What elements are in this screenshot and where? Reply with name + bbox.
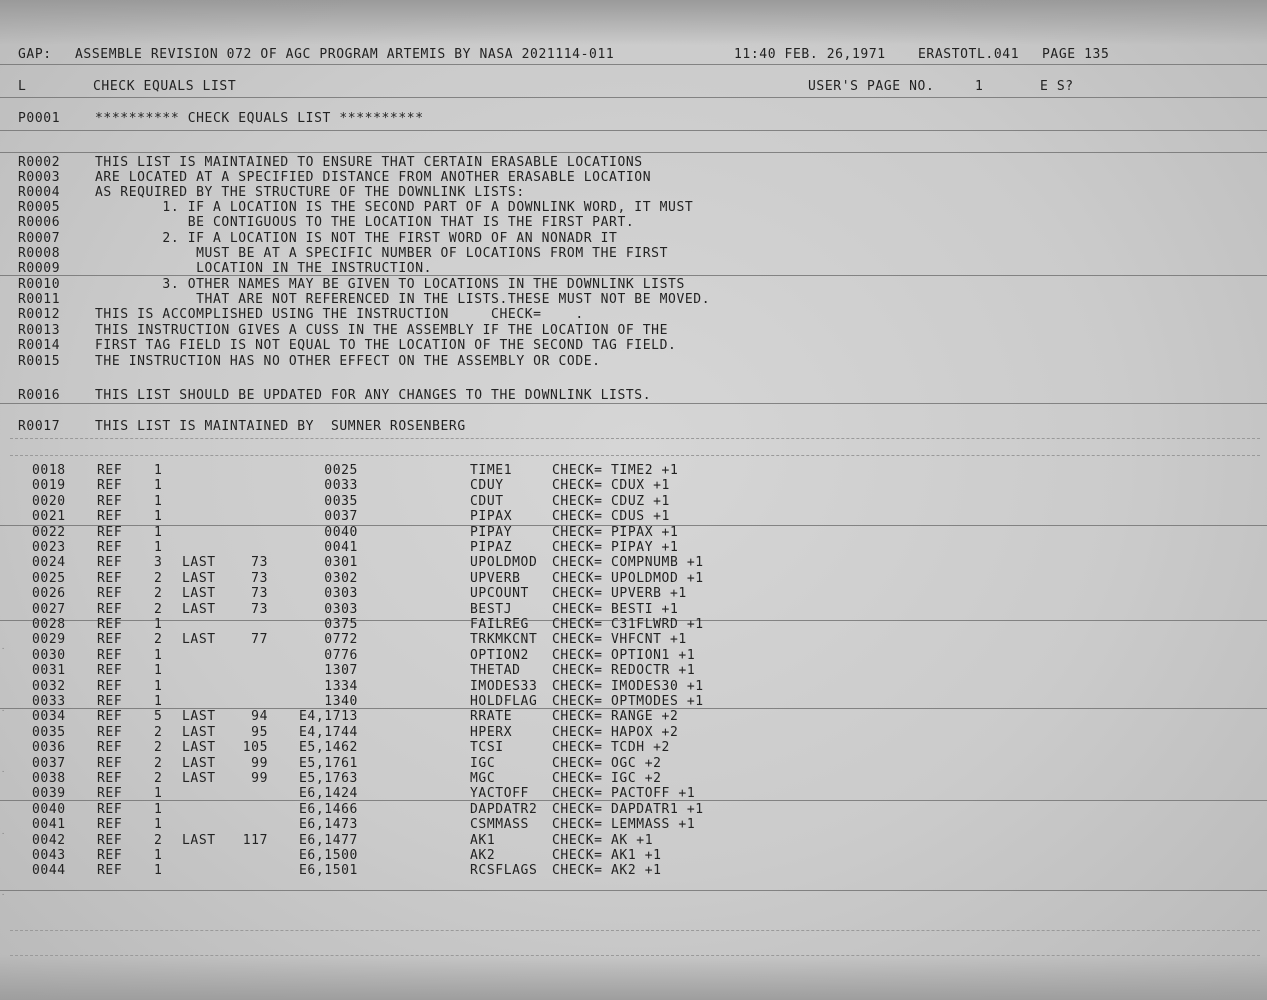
remark-id: R0013 — [18, 323, 61, 338]
listing-tag: HPERX — [470, 725, 513, 740]
listing-line-number: 0043 — [32, 848, 66, 863]
listing-line-number: 0028 — [32, 617, 66, 632]
rule-line — [0, 890, 1267, 891]
listing-line-number: 0021 — [32, 509, 66, 524]
listing-ref-count: 2 — [154, 740, 163, 755]
rule-line — [0, 97, 1267, 98]
listing-ref-count: 1 — [154, 786, 163, 801]
listing-line-number: 0030 — [32, 648, 66, 663]
remark-text: THIS IS ACCOMPLISHED USING THE INSTRUCTION CHECK= . — [95, 307, 584, 322]
listing-last-label: LAST — [182, 555, 216, 570]
listing-address: E6,1466 — [299, 802, 358, 817]
listing-ref-count: 1 — [154, 679, 163, 694]
listing-check: CHECK= PACTOFF +1 — [552, 786, 696, 801]
listing-opcode: REF — [97, 725, 123, 740]
listing-opcode: REF — [97, 663, 123, 678]
margin-mark: · — [1, 891, 6, 899]
listing-check: CHECK= VHFCNT +1 — [552, 632, 687, 647]
listing-ref-count: 1 — [154, 648, 163, 663]
header-erastotl: ERASTOTL.041 — [918, 47, 1020, 62]
listing-opcode: REF — [97, 848, 123, 863]
listing-tag: PIPAX — [470, 509, 513, 524]
listing-tag: AK2 — [470, 848, 496, 863]
remark-id: R0017 — [18, 419, 61, 434]
listing-ref-count: 3 — [154, 555, 163, 570]
listing-check: CHECK= OPTMODES +1 — [552, 694, 704, 709]
listing-last-label: LAST — [182, 771, 216, 786]
listing-address: 0375 — [324, 617, 358, 632]
remark-text: 3. OTHER NAMES MAY BE GIVEN TO LOCATIONS IN THE DOWNLINK LISTS — [95, 277, 685, 292]
header-time-date: 11:40 FEB. 26,1971 — [734, 47, 886, 62]
listing-check: CHECK= REDOCTR +1 — [552, 663, 696, 678]
listing-ref-count: 1 — [154, 478, 163, 493]
listing-ref-count: 1 — [154, 525, 163, 540]
listing-last-label: LAST — [182, 709, 216, 724]
header-page: PAGE 135 — [1042, 47, 1110, 62]
listing-ref-count: 1 — [154, 617, 163, 632]
listing-ref-count: 1 — [154, 848, 163, 863]
margin-mark: · — [1, 645, 6, 653]
listing-line-number: 0029 — [32, 632, 66, 647]
listing-opcode: REF — [97, 679, 123, 694]
remark-id: R0009 — [18, 261, 61, 276]
listing-check: CHECK= CDUS +1 — [552, 509, 670, 524]
listing-check: CHECK= RANGE +2 — [552, 709, 679, 724]
rule-line — [0, 64, 1267, 65]
listing-opcode: REF — [97, 540, 123, 555]
listing-last-number: 99 — [251, 771, 268, 786]
margin-mark: · — [1, 707, 6, 715]
listing-address: 0302 — [324, 571, 358, 586]
listing-line-number: 0042 — [32, 833, 66, 848]
listing-last-number: 95 — [251, 725, 268, 740]
listing-tag: FAILREG — [470, 617, 529, 632]
listing-last-number: 73 — [251, 571, 268, 586]
listing-ref-count: 1 — [154, 663, 163, 678]
remark-text: FIRST TAG FIELD IS NOT EQUAL TO THE LOCATION OF THE SECOND TAG FIELD. — [95, 338, 677, 353]
remark-id: R0008 — [18, 246, 61, 261]
listing-check: CHECK= TIME2 +1 — [552, 463, 679, 478]
listing-tag: IGC — [470, 756, 496, 771]
p-line-id: P0001 — [18, 111, 61, 126]
listing-ref-count: 1 — [154, 463, 163, 478]
listing-ref-count: 2 — [154, 771, 163, 786]
listing-address: 1340 — [324, 694, 358, 709]
listing-address: E6,1424 — [299, 786, 358, 801]
listing-ref-count: 2 — [154, 571, 163, 586]
listing-opcode: REF — [97, 786, 123, 801]
remark-text: THE INSTRUCTION HAS NO OTHER EFFECT ON THE ASSEMBLY OR CODE. — [95, 354, 601, 369]
remark-text: THIS LIST SHOULD BE UPDATED FOR ANY CHANGES TO THE DOWNLINK LISTS. — [95, 388, 652, 403]
listing-address: 0040 — [324, 525, 358, 540]
listing-ref-count: 2 — [154, 833, 163, 848]
remark-id: R0003 — [18, 170, 61, 185]
listing-tag: TRKMKCNT — [470, 632, 538, 647]
listing-check: CHECK= C31FLWRD +1 — [552, 617, 704, 632]
listing-tag: DAPDATR2 — [470, 802, 538, 817]
listing-last-label: LAST — [182, 602, 216, 617]
listing-ref-count: 2 — [154, 602, 163, 617]
listing-opcode: REF — [97, 740, 123, 755]
listing-line-number: 0033 — [32, 694, 66, 709]
listing-address: E5,1462 — [299, 740, 358, 755]
remark-id: R0004 — [18, 185, 61, 200]
listing-check: CHECK= OPTION1 +1 — [552, 648, 696, 663]
listing-tag: TCSI — [470, 740, 504, 755]
listing-tag: IMODES33 — [470, 679, 538, 694]
listing-line-number: 0038 — [32, 771, 66, 786]
listing-opcode: REF — [97, 478, 123, 493]
listing-opcode: REF — [97, 555, 123, 570]
remark-text: THIS LIST IS MAINTAINED BY SUMNER ROSENBERG — [95, 419, 466, 434]
listing-ref-count: 1 — [154, 494, 163, 509]
subheader-l: L — [18, 79, 27, 94]
listing-line-number: 0044 — [32, 863, 66, 878]
listing-address: E6,1473 — [299, 817, 358, 832]
listing-tag: AK1 — [470, 833, 496, 848]
listing-opcode: REF — [97, 771, 123, 786]
listing-line-number: 0022 — [32, 525, 66, 540]
listing-address: 0037 — [324, 509, 358, 524]
listing-check: CHECK= UPVERB +1 — [552, 586, 687, 601]
listing-address: 0033 — [324, 478, 358, 493]
listing-tag: RRATE — [470, 709, 513, 724]
dashed-rule — [10, 455, 1260, 456]
listing-opcode: REF — [97, 756, 123, 771]
remark-id: R0007 — [18, 231, 61, 246]
listing-ref-count: 5 — [154, 709, 163, 724]
listing-opcode: REF — [97, 694, 123, 709]
listing-line-number: 0032 — [32, 679, 66, 694]
subheader-title: CHECK EQUALS LIST — [93, 79, 237, 94]
listing-tag: PIPAZ — [470, 540, 513, 555]
listing-address: 0303 — [324, 586, 358, 601]
listing-last-label: LAST — [182, 756, 216, 771]
listing-line-number: 0031 — [32, 663, 66, 678]
listing-tag: TIME1 — [470, 463, 513, 478]
listing-check: CHECK= CDUX +1 — [552, 478, 670, 493]
listing-tag: PIPAY — [470, 525, 513, 540]
listing-opcode: REF — [97, 494, 123, 509]
remark-text: LOCATION IN THE INSTRUCTION. — [95, 261, 433, 276]
listing-check: CHECK= IMODES30 +1 — [552, 679, 704, 694]
listing-check: CHECK= TCDH +2 — [552, 740, 670, 755]
listing-last-number: 77 — [251, 632, 268, 647]
listing-opcode: REF — [97, 802, 123, 817]
listing-address: E4,1744 — [299, 725, 358, 740]
listing-check: CHECK= UPOLDMOD +1 — [552, 571, 704, 586]
listing-line-number: 0039 — [32, 786, 66, 801]
listing-tag: CDUY — [470, 478, 504, 493]
listing-check: CHECK= HAPOX +2 — [552, 725, 679, 740]
listing-address: E5,1763 — [299, 771, 358, 786]
remark-text: THAT ARE NOT REFERENCED IN THE LISTS.THESE MUST NOT BE MOVED. — [95, 292, 711, 307]
remark-id: R0006 — [18, 215, 61, 230]
listing-ref-count: 2 — [154, 632, 163, 647]
listing-last-label: LAST — [182, 740, 216, 755]
listing-tag: UPOLDMOD — [470, 555, 538, 570]
listing-line-number: 0026 — [32, 586, 66, 601]
remark-id: R0015 — [18, 354, 61, 369]
remark-text: BE CONTIGUOUS TO THE LOCATION THAT IS THE FIRST PART. — [95, 215, 635, 230]
listing-line-number: 0018 — [32, 463, 66, 478]
listing-last-number: 73 — [251, 586, 268, 601]
listing-address: 1334 — [324, 679, 358, 694]
listing-line-number: 0035 — [32, 725, 66, 740]
listing-opcode: REF — [97, 709, 123, 724]
listing-opcode: REF — [97, 586, 123, 601]
listing-check: CHECK= AK2 +1 — [552, 863, 662, 878]
listing-last-number: 94 — [251, 709, 268, 724]
remark-text: THIS INSTRUCTION GIVES A CUSS IN THE ASSEMBLY IF THE LOCATION OF THE — [95, 323, 669, 338]
remark-text: ARE LOCATED AT A SPECIFIED DISTANCE FROM ANOTHER ERASABLE LOCATION — [95, 170, 652, 185]
listing-ref-count: 1 — [154, 509, 163, 524]
listing-ref-count: 2 — [154, 756, 163, 771]
rule-line — [0, 130, 1267, 131]
listing-tag: YACTOFF — [470, 786, 529, 801]
listing-line-number: 0023 — [32, 540, 66, 555]
listing-check: CHECK= CDUZ +1 — [552, 494, 670, 509]
users-page-label: USER'S PAGE NO. — [808, 79, 935, 94]
listing-check: CHECK= IGC +2 — [552, 771, 662, 786]
remark-text: MUST BE AT A SPECIFIC NUMBER OF LOCATIONS FROM THE FIRST — [95, 246, 669, 261]
remark-id: R0005 — [18, 200, 61, 215]
listing-check: CHECK= OGC +2 — [552, 756, 662, 771]
listing-last-number: 99 — [251, 756, 268, 771]
listing-line-number: 0040 — [32, 802, 66, 817]
listing-address: 0301 — [324, 555, 358, 570]
listing-opcode: REF — [97, 833, 123, 848]
listing-tag: UPCOUNT — [470, 586, 529, 601]
remark-text: AS REQUIRED BY THE STRUCTURE OF THE DOWNLINK LISTS: — [95, 185, 525, 200]
listing-check: CHECK= COMPNUMB +1 — [552, 555, 704, 570]
listing-address: E4,1713 — [299, 709, 358, 724]
listing-last-number: 73 — [251, 602, 268, 617]
listing-last-label: LAST — [182, 586, 216, 601]
remark-text: THIS LIST IS MAINTAINED TO ENSURE THAT CERTAIN ERASABLE LOCATIONS — [95, 155, 643, 170]
listing-ref-count: 1 — [154, 863, 163, 878]
listing-opcode: REF — [97, 463, 123, 478]
remark-id: R0010 — [18, 277, 61, 292]
listing-ref-count: 2 — [154, 725, 163, 740]
listing-address: 0772 — [324, 632, 358, 647]
dashed-rule — [10, 438, 1260, 439]
listing-opcode: REF — [97, 648, 123, 663]
listing-last-number: 73 — [251, 555, 268, 570]
remark-id: R0016 — [18, 388, 61, 403]
rule-line — [0, 152, 1267, 153]
listing-ref-count: 1 — [154, 802, 163, 817]
listing-tag: BESTJ — [470, 602, 513, 617]
listing-last-label: LAST — [182, 833, 216, 848]
listing-opcode: REF — [97, 525, 123, 540]
listing-address: 0041 — [324, 540, 358, 555]
listing-ref-count: 1 — [154, 540, 163, 555]
remark-id: R0002 — [18, 155, 61, 170]
listing-tag: RCSFLAGS — [470, 863, 538, 878]
remark-text: 2. IF A LOCATION IS NOT THE FIRST WORD OF AN NONADR IT — [95, 231, 618, 246]
listing-ref-count: 1 — [154, 694, 163, 709]
listing-opcode: REF — [97, 863, 123, 878]
listing-address: 1307 — [324, 663, 358, 678]
remark-id: R0011 — [18, 292, 61, 307]
listing-last-label: LAST — [182, 632, 216, 647]
listing-address: E6,1477 — [299, 833, 358, 848]
listing-tag: THETAD — [470, 663, 521, 678]
header-assemble: ASSEMBLE REVISION 072 OF AGC PROGRAM ARTEMIS BY NASA 2021114-011 — [75, 47, 615, 62]
listing-check: CHECK= LEMMASS +1 — [552, 817, 696, 832]
listing-line-number: 0027 — [32, 602, 66, 617]
remark-text: 1. IF A LOCATION IS THE SECOND PART OF A DOWNLINK WORD, IT MUST — [95, 200, 694, 215]
listing-tag: CDUT — [470, 494, 504, 509]
listing-check: CHECK= AK +1 — [552, 833, 654, 848]
margin-mark: · — [1, 768, 6, 776]
listing-line-number: 0034 — [32, 709, 66, 724]
header-gap: GAP: — [18, 47, 52, 62]
remark-id: R0014 — [18, 338, 61, 353]
listing-opcode: REF — [97, 617, 123, 632]
listing-last-number: 105 — [242, 740, 268, 755]
listing-line-number: 0041 — [32, 817, 66, 832]
listing-line-number: 0020 — [32, 494, 66, 509]
listing-opcode: REF — [97, 817, 123, 832]
subheader-right: E S? — [1040, 79, 1074, 94]
listing-opcode: REF — [97, 509, 123, 524]
listing-line-number: 0036 — [32, 740, 66, 755]
listing-last-label: LAST — [182, 725, 216, 740]
listing-opcode: REF — [97, 632, 123, 647]
listing-address: E6,1501 — [299, 863, 358, 878]
listing-ref-count: 2 — [154, 586, 163, 601]
margin-mark: · — [1, 830, 6, 838]
listing-address: E5,1761 — [299, 756, 358, 771]
listing-line-number: 0037 — [32, 756, 66, 771]
listing-check: CHECK= PIPAY +1 — [552, 540, 679, 555]
listing-address: 0025 — [324, 463, 358, 478]
listing-tag: CSMMASS — [470, 817, 529, 832]
listing-last-number: 117 — [242, 833, 268, 848]
listing-line-number: 0024 — [32, 555, 66, 570]
remark-id: R0012 — [18, 307, 61, 322]
listing-address: 0035 — [324, 494, 358, 509]
listing-tag: HOLDFLAG — [470, 694, 538, 709]
listing-address: 0303 — [324, 602, 358, 617]
listing-tag: OPTION2 — [470, 648, 529, 663]
listing-address: E6,1500 — [299, 848, 358, 863]
listing-check: CHECK= BESTI +1 — [552, 602, 679, 617]
p-line-text: ********** CHECK EQUALS LIST ********** — [95, 111, 424, 126]
listing-opcode: REF — [97, 602, 123, 617]
listing-check: CHECK= DAPDATR1 +1 — [552, 802, 704, 817]
users-page-number: 1 — [975, 79, 984, 94]
dashed-rule — [10, 955, 1260, 956]
bottom-shadow — [0, 955, 1267, 1000]
listing-tag: UPVERB — [470, 571, 521, 586]
listing-address: 0776 — [324, 648, 358, 663]
listing-line-number: 0025 — [32, 571, 66, 586]
listing-line-number: 0019 — [32, 478, 66, 493]
top-shadow — [0, 0, 1267, 45]
dashed-rule — [10, 930, 1260, 931]
listing-check: CHECK= PIPAX +1 — [552, 525, 679, 540]
listing-last-label: LAST — [182, 571, 216, 586]
listing-check: CHECK= AK1 +1 — [552, 848, 662, 863]
listing-ref-count: 1 — [154, 817, 163, 832]
listing-tag: MGC — [470, 771, 496, 786]
listing-opcode: REF — [97, 571, 123, 586]
